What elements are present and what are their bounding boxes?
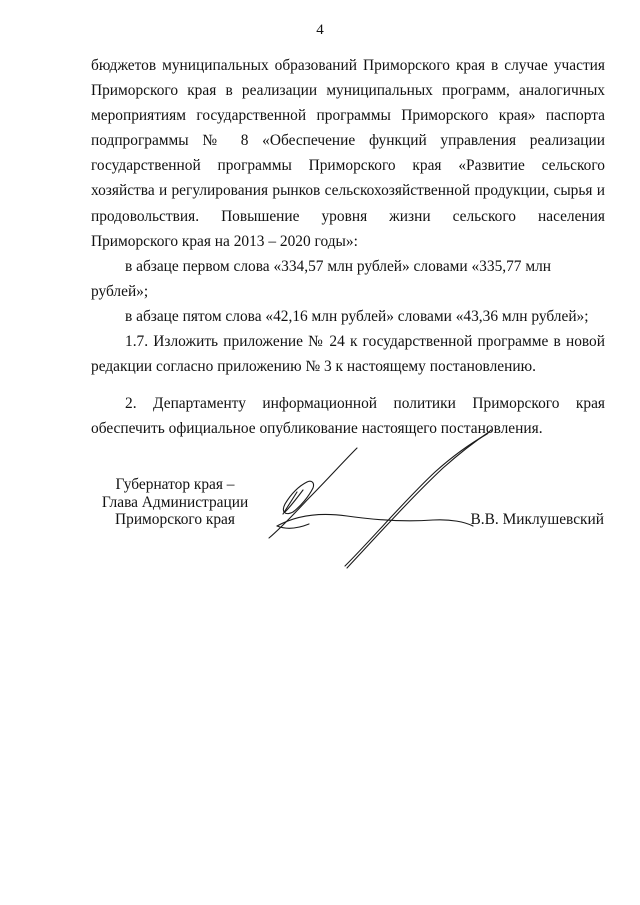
paragraph-item-2: 2. Департаменту информационной политики Приморского края обеспечить официальное опубликование настоящего постановления. — [91, 395, 605, 438]
signatory-title — [96, 476, 254, 529]
document-body — [91, 53, 605, 441]
paragraph-continuation: бюджетов муниципальных образований Приморского края в случае участия Приморского края в реализации муниципальных программ, аналогичных мероприятиям государственной программы Приморского края» паспорта подпрограммы № 8 «Обеспечение функций управления реализации государственной программы Приморского края «Развитие сельского хозяйства и регулирования рынков сельскохозяйственной продукции, сырья и продовольствия. Повышение уровня жизни сельского населения Приморского края на 2013 – 2020 годы»: — [91, 57, 605, 250]
paragraph-item-1-7: 1.7. Изложить приложение № 24 к государственной программе в новой редакции согласно приложению № 3 к настоящему постановлению. — [91, 333, 605, 376]
signatory-title-line: Губернатор края – — [115, 476, 235, 493]
paragraph-amendment-first: в абзаце первом слова «334,57 млн рублей» словами «335,77 млн рублей»; — [91, 257, 552, 300]
signatory-name: В.В. Миклушевский — [470, 511, 604, 528]
page-number: 4 — [316, 22, 324, 38]
signatory-title-line: Приморского края — [115, 511, 235, 528]
signatory-title-line: Глава Администрации — [101, 493, 249, 511]
paragraph-amendment-fifth: в абзаце пятом слова «42,16 млн рублей» словами «43,36 млн рублей»; — [125, 307, 589, 325]
handwritten-signature — [255, 420, 505, 580]
